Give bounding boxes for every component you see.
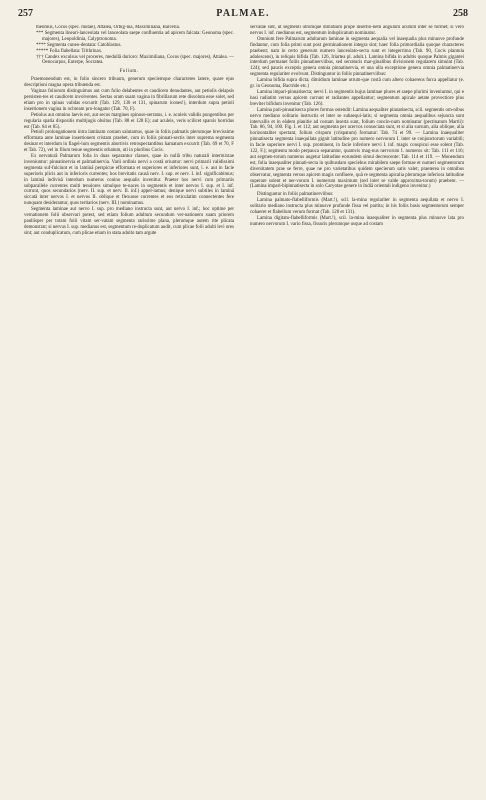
paragraph: Praemonendum est, in folio sincero tribuum, generum speciemque characteres latere, quare ejus descriptioni magna opera tribuenda est.	[24, 77, 234, 89]
paragraph: servatae sint, ut segmenti utrumque dimidium prope insertio-nem angulum acutum inter se formet; si vero nervus I. inf. medianus est, segmentum induplicatum nominatur.	[250, 25, 464, 36]
left-text-column	[24, 25, 234, 795]
paragraph: **** Segmenta cuneo-dentata: Catoblastus.	[36, 42, 122, 48]
page-number-left: 257	[18, 8, 33, 19]
running-title: PALMAE.	[216, 8, 270, 19]
paragraph: Segmenta laminae aut nervo I. sup. pro mediano instructa sunt, aut nervo I. inf.; hoc optime per vernationem folii observari potest, sed etiam folium adultum secundum ver-nationem suam priorem pauliisper per totam folii vitam ser-vatam segmenta rarissime plana, plerumque autem rite plicata demonstrat; si nervus I. sup. medianus est, segmentum re-duplicatum audit, cum plicae folii adulti levi ores sint; aut conduplicatum, cum plicae etiam in stata adulto tam argute	[24, 207, 234, 236]
paragraph: Ex nervaturâ Palmarum folia in duas separantur classes, quae in nullâ tribu naturali intermixtae inveniuntur: pinnatinervia et palmatinervia. Varii ordinis nervi a costâ oriuntur: nervi primarii validissimi segmenta suf-fulciunt et in laminâ perspicue efformata et superiores et inferiores sunt, i. e. aut in facie superioris plicis aut in inferioris currentes; hos brevitatis causâ nerv. I. sup. et nerv. I. inf. significabimus; in laminâ indivisâ interdum numerus conino aequalis invenitur. Praeter hos nervi cum primariis subparallele currentes multi tenuiores simulque te-naces in segmentis et inter nervos I. sup. et I. inf. currunt, quos secundarios (nerv. II. sup. et nerv. II. inf.) appel-lamus; denique nervi subtiles in laminâ siccatâ inter nervos I. et nervos II. oblique et flexuose currentes et eos reticulatim connectentes fere nunquam desiderantur, quos tertiarios (nerv. III.) nominamus.	[24, 154, 234, 207]
right-text-column	[250, 25, 464, 795]
paragraph: Lamina palmato-flabelliformis (Mart.!), scil. la-mina regulariter in segmenta aequilata et nervo I. solitario mediano instructa plus minusve profunde fissa vel partita; in his foliis basis segmentorum semper cohaeret et flabellum verum format (Tab. 128 et 131).	[250, 198, 464, 216]
paragraph: thenmus, Cocos (spec. mutae), Attalea, Orbig-nia, Maximiliana, Barcella.	[36, 25, 180, 30]
paragraph: Lamina pari-pinnatisecta plures formas ostendit: Lamina aequaliter pinnatisecta, scil. segmentis om-nibus nervo mediano solitario instructis et inter se subaequi-latis; si segmenta omnia aequalibus sejuncta sunt intervallis et in eâdem planitie ad costam inserta sunt, folium concin-num nominatur (pectinatum Martii): Tab. 86, 94, 100. Fig. I. et 112; aut segmenta per acervos consociata sunt, et si alia sursum, alia oblique, alia horizontaliter spectant, folium crispum (crispatum) formatur: Tab. 74 et 99. — Lamina inaequaliter pinnatisecta segmenta inaequilata gignit latitudine pro numero nervorum I. inter se conjunctorum variabili; in facie superiore nervi I. sup. prominent, in facie inferiore nervi I. inf. magis conspicui esse solent (Tab. 122, F.); segmenta modo perpauca separantur, quamvis mag-nus nervorum I. numerus sit: Tab. 111 et 116; aut segmen-torum numerus augetur latitudine eorundem simul decrescente: Tab. 114 et 119. — Monendum est, folia inaequaliter pinnati-secta in quibusdam speciebus mirabilem saepe formae et numeri segmentorum diversitatem prae se ferre, quae ne pro varietatibus quidem specierum satis valet; praeterea in omnibus observatur, segmenta versus apicem magis confluere, quâ re segmenta apicalia plerumque inferiora latitudine superare solent et ner-vorum I. numerum maximum (sed inter se valde approxima-torum) praebent. — (Lamina impari-bipinnatisecta in solo Caryotae genere in Indiâ orientali indigeno invenitur.)	[250, 107, 464, 190]
paragraph: Lamina impari-pinnatisecta; nervi I. in segmentis hujus laminae plures et saepe plurimi inveniuntur, qui e basi radiatim versus apicem currunt et radiantes appellantur; segmentum apicale aetate provectiore plus breviter bifidum invenitur (Tab. 126).	[250, 89, 464, 107]
paragraph: Lamina bifida supra dicta; dimidium laminae utrum-que costâ cum altero cohaerens furca appellatur (e. gr. in Geonoma, Bactride etc.)	[250, 78, 464, 90]
paragraph: Lamina digitato-flabelliformis (Mart.!), scil. la-mina inaequaliter in segmenta plus minusve lata pro numero nervorum I. vario fissa, fissuris plerumque usque ad costam	[250, 216, 464, 227]
paragraph: ***** Folia flabellata: Trithrinax.	[36, 48, 103, 54]
paragraph: Distinguntur in foliis palmatinerviibus:	[257, 192, 334, 198]
paragraph: Petiolus aut omnino laevis est, aut secus margines spinoso-serratus, i. e. aculeis validis pungentibus per regularia spatia dispositis multijugis obsitus (Tab. 88 et 128 E); aut aculeis, veris scilicet sparsis horridus est (Tab. 84 et 85).	[24, 112, 234, 130]
section-heading: Folium.	[119, 69, 139, 75]
paragraph: Vaginas foliorum distinguimus aut cum folio delabentes et caudicem denudantes, aut petiolis delapsis persisten-tes et caudicem involventes. Sectas oram suam vagina in fibrillarum rete dissoluta esse solet, sed etiam pro in spinas validas excurrit (Tab. 129, 130 et 131, spinarum icones!), interdum supra petioli insertionem vagina in ochream pro-longatur (Tab. 70, F).	[24, 89, 234, 112]
paragraph: *** Segmenta lineari-lanceolata vel lanceolata saepe confluentia ad apicem falcata: Geonoma (spec. majores), Leopoldinia, Calyptronoma.	[36, 30, 234, 42]
paragraph: Petioli prolongationem intra laminam costam salutamus, quae in foliis palmatis plerumque brevissime efformata ante laminae insertionem cristam praebet, cum in foliis pinnati-sectis inter suprema segmenta desinat et interdum in flagel-lum segmentis abortivis retrospectantibus hamatum excurrit (Tab. 69 et 70, F et Tab. 72), vel in filum tenue segmentis orbatum, uti in pluribus Cocis.	[24, 130, 234, 154]
page-number-right: 258	[453, 8, 468, 19]
running-header	[18, 8, 468, 22]
paragraph: ††† Candex exculsus vel proceres, medullâ durioro: Maximiliana, Cocos (spec. majores), Attalea. — Oenocarpus, Euterpe, Socratea.	[36, 54, 234, 66]
paragraph: Omnium fere Palmarum adultarum laminae in segmenta aequalia vel inaequalia plus minusve profunde findantur, cum folia primi sunt post germinationem integra sint; haec folia primordialia quoque characteres praebent; nam in certo generum numero lanceolato-secta sunt et integerrima (Tab. 90, Cocis plantula adolescens), in reliquis bifida (Tab. 126, Iriartea pl. adult.). Lamina bifida in adultis quoque Palmis gigantei interdum permanet foliis pinnatinerviibus, sed serraturis mar-ginalibus divisionem regularem simulat (Tab. 124); sed paucis exceptis genera omnia pinnatinervia, et una ulla exceptione genera omnia palmatinervia segmenta regulariter evolvunt. Distinguntur in foliis pinnatinerviibus:	[250, 36, 464, 78]
